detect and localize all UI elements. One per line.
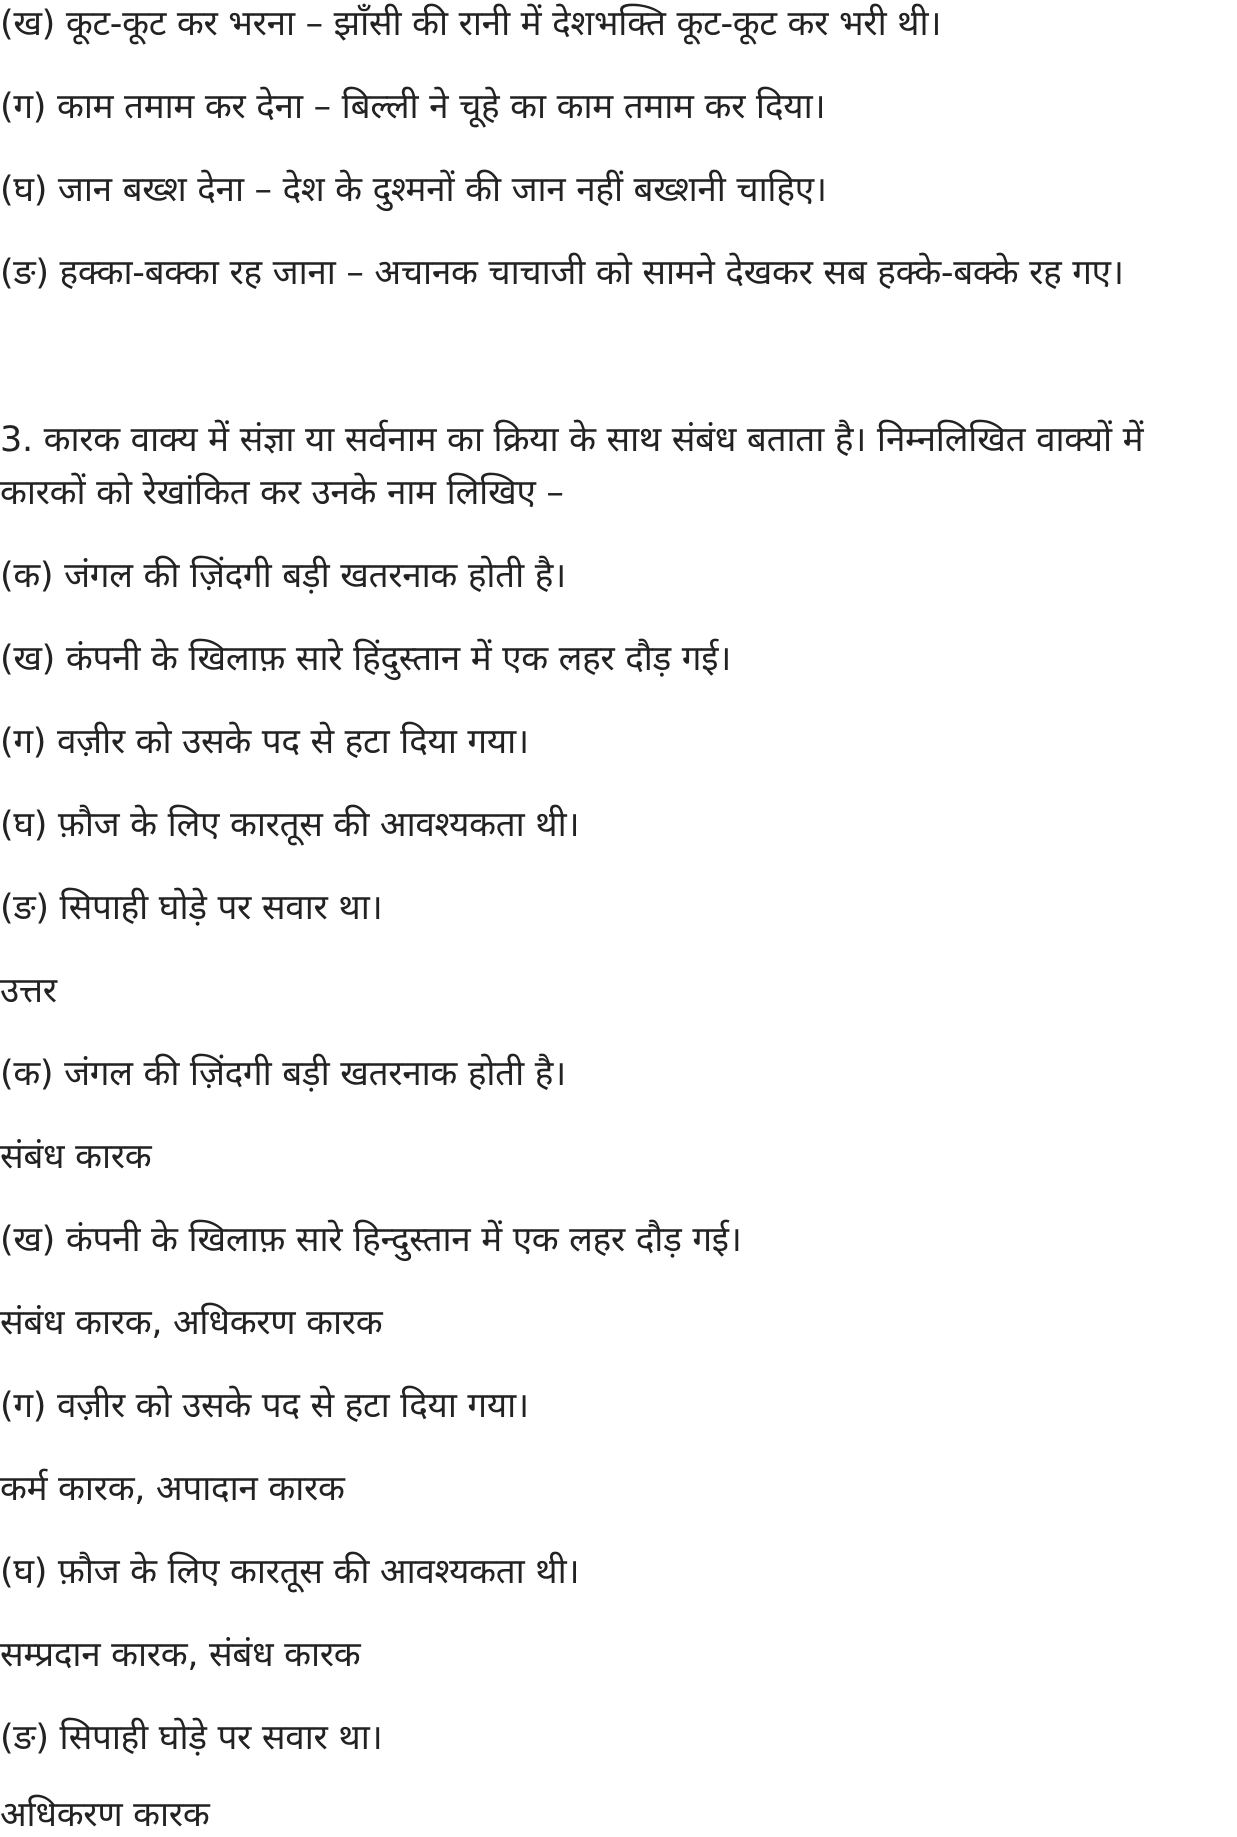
- question3-line2: कारकों को रेखांकित कर उनके नाम लिखिए –: [0, 473, 564, 513]
- answer-karak-ga: कर्म कारक, अपादान कारक: [0, 1469, 345, 1509]
- idiom-gha: (घ) जान बख्श देना – देश के दुश्मनों की जान नहीं बख्शनी चाहिए।: [0, 170, 827, 210]
- answer-karak-ka: संबंध कारक: [0, 1137, 152, 1177]
- question-sentence-nga: (ङ) सिपाही घोड़े पर सवार था।: [0, 888, 383, 928]
- question-sentence-ka: (क) जंगल की ज़िंदगी बड़ी खतरनाक होती है।: [0, 556, 566, 596]
- question-sentence-kha: (ख) कंपनी के खिलाफ़ सारे हिंदुस्तान में एक लहर दौड़ गई।: [0, 639, 732, 679]
- question-sentence-ga: (ग) वज़ीर को उसके पद से हटा दिया गया।: [0, 722, 529, 762]
- question3-line1: 3. कारक वाक्य में संज्ञा या सर्वनाम का क्रिया के साथ संबंध बताता है। निम्नलिखित वाक्यों में: [0, 420, 1144, 460]
- idiom-ga: (ग) काम तमाम कर देना – बिल्ली ने चूहे का काम तमाम कर दिया।: [0, 87, 826, 127]
- answer-karak-gha: सम्प्रदान कारक, संबंध कारक: [0, 1635, 361, 1675]
- answer-sentence-ka: (क) जंगल की ज़िंदगी बड़ी खतरनाक होती है।: [0, 1054, 566, 1094]
- answer-karak-kha: संबंध कारक, अधिकरण कारक: [0, 1303, 383, 1343]
- question-sentence-gha: (घ) फ़ौज के लिए कारतूस की आवश्यकता थी।: [0, 805, 580, 845]
- idiom-kha: (ख) कूट-कूट कर भरना – झाँसी की रानी में देशभक्ति कूट-कूट कर भरी थी।: [0, 4, 942, 44]
- answer-sentence-nga: (ङ) सिपाही घोड़े पर सवार था।: [0, 1718, 383, 1758]
- idiom-nga: (ङ) हक्का-बक्का रह जाना – अचानक चाचाजी को सामने देखकर सब हक्के-बक्के रह गए।: [0, 253, 1124, 293]
- answer-sentence-gha: (घ) फ़ौज के लिए कारतूस की आवश्यकता थी।: [0, 1552, 580, 1592]
- answer-karak-nga: अधिकरण कारक: [0, 1795, 210, 1835]
- answer-sentence-kha: (ख) कंपनी के खिलाफ़ सारे हिन्दुस्तान में एक लहर दौड़ गई।: [0, 1220, 742, 1260]
- answer-heading: उत्तर: [0, 971, 57, 1011]
- answer-sentence-ga: (ग) वज़ीर को उसके पद से हटा दिया गया।: [0, 1386, 529, 1426]
